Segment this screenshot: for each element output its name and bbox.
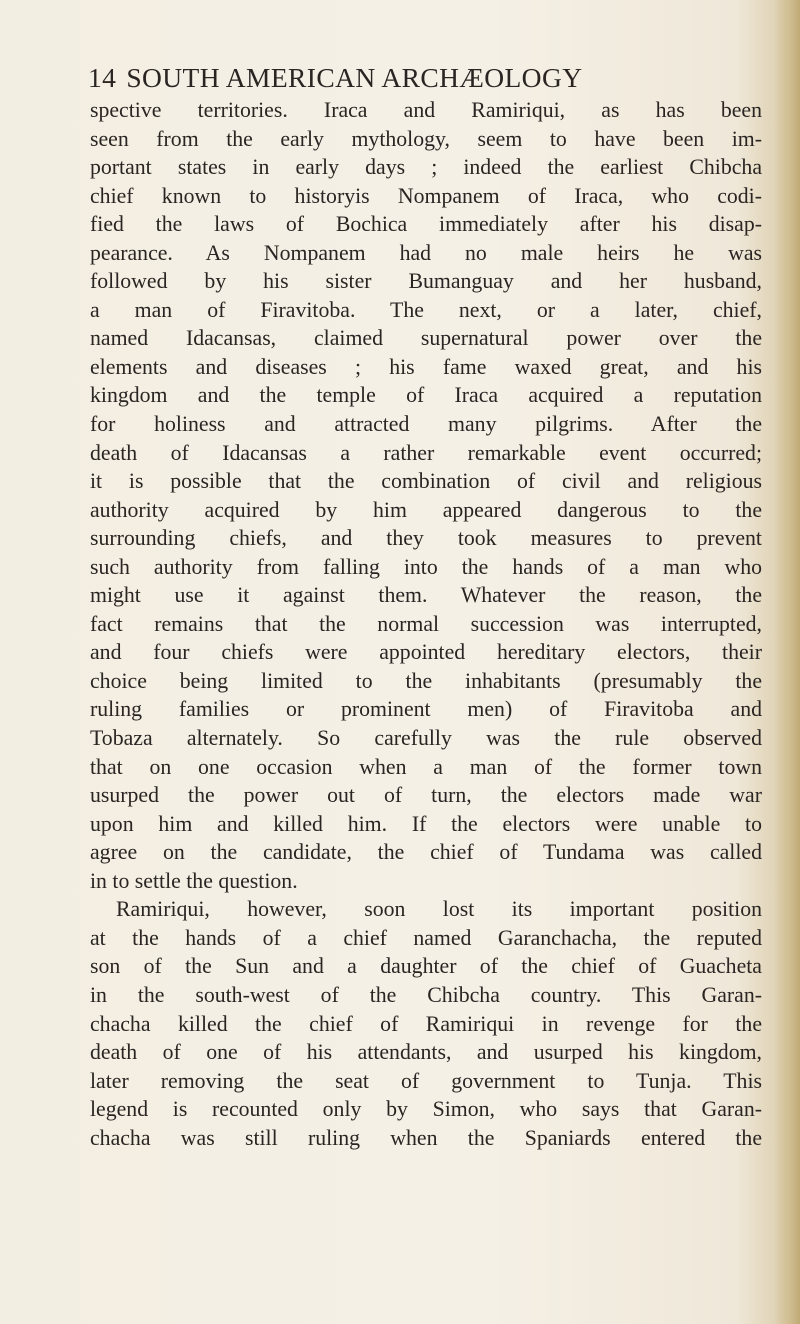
text-line: such authority from falling into the hands of a man who (90, 554, 762, 579)
text-line: chacha was still ruling when the Spaniards entered the (90, 1125, 762, 1150)
text-line: elements and diseases ; his fame waxed great, and his (90, 354, 762, 379)
paragraph-2 (90, 895, 762, 1152)
text-line: named Idacansas, claimed supernatural power over the (90, 326, 762, 351)
paragraph-1 (90, 96, 762, 895)
text-line: choice being limited to the inhabitants (presumably the (90, 668, 762, 693)
text-line: it is possible that the combination of civil and religious (90, 469, 762, 494)
text-line: later removing the seat of government to Tunja. This (90, 1068, 762, 1093)
text-line: fact remains that the normal succession was interrupted, (90, 611, 762, 636)
text-line: legend is recounted only by Simon, who says that Garan- (90, 1097, 762, 1122)
text-line: Tobaza alternately. So carefully was the rule observed (90, 726, 762, 751)
text-line: a man of Firavitoba. The next, or a later, chief, (90, 297, 762, 322)
running-header (88, 58, 768, 98)
text-line: seen from the early mythology, seem to have been im- (90, 126, 762, 151)
text-line: death of Idacansas a rather remarkable event occurred; (90, 440, 762, 465)
text-line: spective territories. Iraca and Ramiriqui, as has been (90, 98, 762, 122)
text-line: chief known to historyis Nompanem of Iraca, who codi- (90, 183, 762, 208)
text-line: portant states in early days ; indeed the earliest Chibcha (90, 155, 762, 180)
text-line: ruling families or prominent men) of Firavitoba and (90, 697, 762, 722)
running-title: SOUTH AMERICAN ARCHÆOLOGY (126, 62, 583, 93)
text-line: fied the laws of Bochica immediately after his disap- (90, 212, 762, 237)
page-edge-shadow (774, 0, 800, 1324)
text-line: surrounding chiefs, and they took measures to prevent (90, 526, 762, 551)
text-line: chacha killed the chief of Ramiriqui in revenge for the (90, 1011, 762, 1036)
text-line: followed by his sister Bumanguay and her husband, (90, 269, 762, 294)
text-line: that on one occasion when a man of the former town (90, 754, 762, 779)
text-line: might use it against them. Whatever the reason, the (90, 583, 762, 608)
text-line: Ramiriqui, however, soon lost its important position (116, 897, 762, 922)
text-line: and four chiefs were appointed hereditary electors, their (90, 640, 762, 665)
text-line: death of one of his attendants, and usurped his kingdom, (90, 1040, 762, 1065)
text-line: authority acquired by him appeared dangerous to the (90, 497, 762, 522)
text-line: upon him and killed him. If the electors were unable to (90, 811, 762, 836)
text-line: pearance. As Nompanem had no male heirs he was (90, 240, 762, 265)
text-line: kingdom and the temple of Iraca acquired a reputation (90, 383, 762, 408)
text-line: for holiness and attracted many pilgrims. After the (90, 412, 762, 437)
text-line: usurped the power out of turn, the electors made war (90, 783, 762, 808)
text-line: in to settle the question. (90, 868, 298, 893)
page-number: 14 (88, 62, 117, 93)
text-line: agree on the candidate, the chief of Tundama was called (90, 840, 762, 865)
text-line: at the hands of a chief named Garanchacha, the reputed (90, 925, 762, 950)
text-line: in the south-west of the Chibcha country. This Garan- (90, 982, 762, 1007)
text-line: son of the Sun and a daughter of the chief of Guacheta (90, 954, 762, 979)
body-text (90, 96, 762, 1152)
